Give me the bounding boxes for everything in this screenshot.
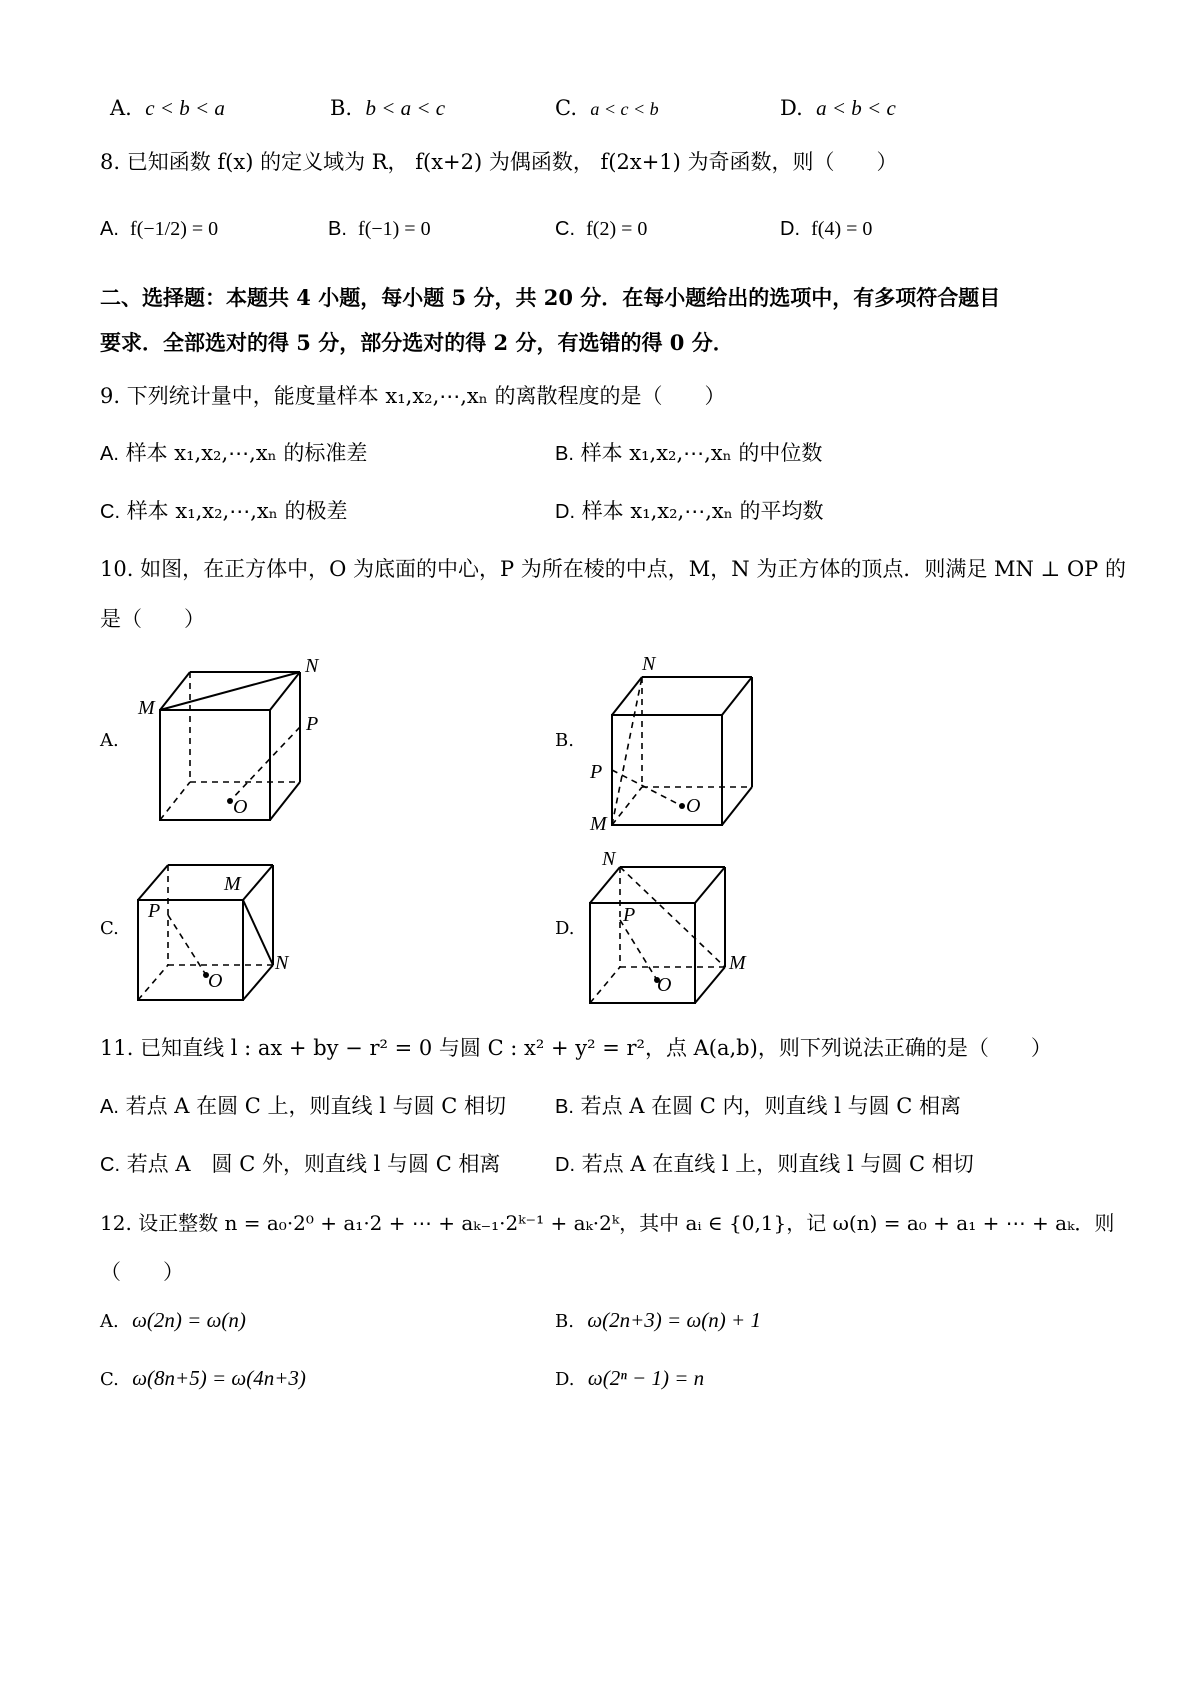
cube-front-face (590, 903, 695, 1003)
label-p: P (148, 900, 161, 922)
q8-option-b: B. f(−1) = 0 (328, 218, 431, 240)
q7-option-b: B. b < a < c (330, 96, 446, 120)
label-p: P (623, 904, 636, 926)
q10-stem-line2: 是（ ） (100, 607, 205, 631)
q11-option-c: C. 若点 A 圆 C 外，则直线 l 与圆 C 相离 (100, 1152, 501, 1176)
label-n: N (305, 655, 319, 677)
q7-option-a: A. c < b < a (110, 96, 225, 120)
label-n: N (275, 952, 289, 974)
q10-stem-line1: 10. 如图，在正方体中，O 为底面的中心，P 为所在棱的中点，M，N 为正方体的顶点．则满足 MN ⊥ OP 的 (100, 557, 1126, 581)
figure-a-label: A. (100, 730, 119, 751)
figure-d-label: D. (555, 918, 575, 939)
label-o: O (233, 796, 248, 818)
segment-mn (160, 672, 300, 710)
cube-front-face (612, 715, 722, 825)
q12-stem-line1: 12. 设正整数 n = a₀·2⁰ + a₁·2 + ⋯ + aₖ₋₁·2ᵏ⁻¹ + aₖ·2ᵏ，其中 aᵢ ∈ {0,1}，记 ω(n) = a₀ + a₁ + ⋯ + aₖ．则 (100, 1211, 1115, 1235)
q12-stem-line2: （ ） (100, 1260, 184, 1284)
q9-option-b: B. 样本 x₁,x₂,⋯,xₙ 的中位数 (555, 441, 823, 465)
label-m: M (138, 697, 155, 719)
q12-option-d: D. ω(2ⁿ − 1) = n (555, 1366, 705, 1390)
cube-figure-d (575, 845, 795, 1025)
section-heading-line1: 二、选择题：本题共 4 小题，每小题 5 分，共 20 分．在每小题给出的选项中，有多项符合题目 (100, 285, 1001, 310)
point-o (679, 803, 685, 809)
label-m: M (729, 952, 746, 974)
q8-stem: 8. 已知函数 f(x) 的定义域为 R， f(x+2) 为偶函数， f(2x+1) 为奇函数，则（ ） (100, 150, 898, 174)
q9-option-d: D. 样本 x₁,x₂,⋯,xₙ 的平均数 (555, 499, 824, 523)
q7-option-c: C. a < c < b (555, 96, 659, 120)
label-m: M (224, 873, 241, 895)
label-m: M (590, 813, 607, 835)
q11-option-a: A. 若点 A 在圆 C 上，则直线 l 与圆 C 相切 (100, 1094, 507, 1118)
cube-front-face (160, 710, 270, 820)
label-p: P (590, 761, 603, 783)
label-n: N (602, 848, 616, 870)
q9-stem: 9. 下列统计量中，能度量样本 x₁,x₂,⋯,xₙ 的离散程度的是（ ） (100, 384, 726, 408)
label-p: P (306, 713, 319, 735)
figure-b-label: B. (555, 730, 574, 751)
figure-c-label: C. (100, 918, 119, 939)
cube-figure-a (130, 650, 350, 840)
segment-op (230, 727, 300, 801)
q7-option-d: D. a < b < c (780, 96, 896, 120)
segment-mn (612, 677, 642, 825)
segment-op (612, 770, 682, 806)
q12-option-c: C. ω(8n+5) = ω(4n+3) (100, 1366, 306, 1390)
q8-option-c: C. f(2) = 0 (555, 218, 648, 240)
q12-option-a: A. ω(2n) = ω(n) (100, 1308, 246, 1332)
q12-option-b: B. ω(2n+3) = ω(n) + 1 (555, 1308, 761, 1332)
q8-option-a: A. f(−1/2) = 0 (100, 218, 219, 240)
q9-option-a: A. 样本 x₁,x₂,⋯,xₙ 的标准差 (100, 441, 368, 465)
cube-figure-c (120, 845, 340, 1025)
label-o: O (208, 970, 223, 992)
q11-option-b: B. 若点 A 在圆 C 内，则直线 l 与圆 C 相离 (555, 1094, 962, 1118)
segment-mn (243, 900, 273, 965)
cube-figure-b (580, 650, 800, 840)
q11-stem: 11. 已知直线 l : ax + by − r² = 0 与圆 C : x² + y² = r²，点 A(a,b)，则下列说法正确的是（ ） (100, 1036, 1052, 1060)
segment-op (620, 920, 657, 980)
segment-op (168, 915, 206, 975)
section-heading-line2: 要求．全部选对的得 5 分，部分选对的得 2 分，有选错的得 0 分． (100, 330, 734, 355)
segment-mn (620, 867, 725, 967)
q9-option-c: C. 样本 x₁,x₂,⋯,xₙ 的极差 (100, 499, 348, 523)
label-o: O (686, 795, 701, 817)
q8-option-d: D. f(4) = 0 (780, 218, 873, 240)
label-o: O (657, 974, 672, 996)
q11-option-d: D. 若点 A 在直线 l 上，则直线 l 与圆 C 相切 (555, 1152, 974, 1176)
label-n: N (642, 653, 656, 675)
